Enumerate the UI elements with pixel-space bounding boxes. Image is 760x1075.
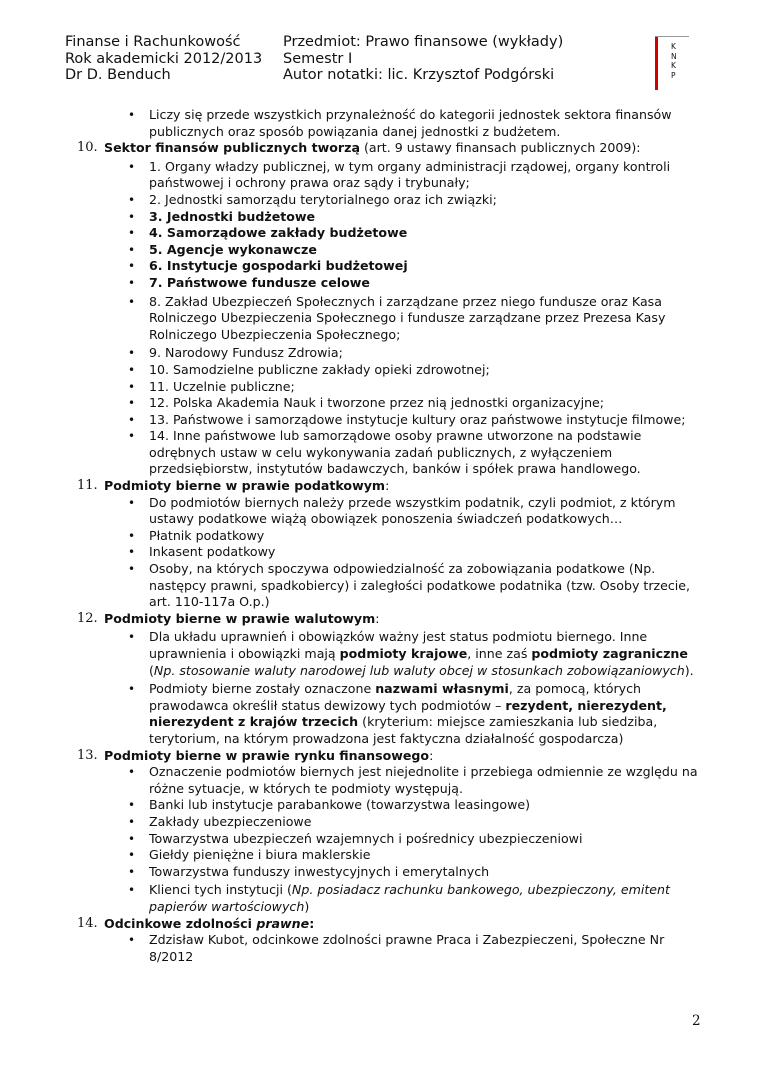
list-item-text: 6. Instytucje gospodarki budżetowej <box>149 258 408 274</box>
list-item <box>0 864 760 881</box>
bullet-icon: • <box>128 864 136 879</box>
bullet-icon: • <box>128 396 136 411</box>
list-item <box>0 847 760 864</box>
text-run-bold: podmioty zagraniczne <box>531 646 688 661</box>
header-subject: Przedmiot: Prawo finansowe (wykłady) <box>283 34 564 50</box>
bullet-icon: • <box>128 630 136 645</box>
bullet-icon: • <box>128 831 136 846</box>
header-faculty: Finanse i Rachunkowość <box>65 34 241 50</box>
intro-text: Liczy się przede wszystkich przynależność do kategorii jednostek sektora finansów publicznych oraz sposób powiązania danej jednostki z budżetem. <box>149 107 672 139</box>
bullet-icon: • <box>128 495 136 510</box>
knkp-logo <box>655 36 689 90</box>
section-suffix: (art. 9 ustawy finansach publicznych 2009): <box>359 140 641 156</box>
section-number: 13. <box>77 747 98 763</box>
bullet-icon: • <box>128 682 136 697</box>
section-heading-11 <box>0 478 760 495</box>
list-item <box>0 882 760 915</box>
text-run: Dla układu uprawnień i obowiązków ważny jest status podmiotu biernego. Inne uprawnienia i obowiązki mają <box>149 629 648 661</box>
section-number: 14. <box>77 915 98 931</box>
bullet-icon: • <box>128 242 136 257</box>
text-run-bold: podmioty krajowe <box>339 646 468 661</box>
list-item <box>0 258 760 275</box>
list-item-text: Osoby, na których spoczywa odpowiedzialność za zobowiązania podatkowe (Np. następcy prawni, spadkobiercy) i zaległości podatkowe podatnika (tzw. Osoby trzecie, art. 110-117a O.p.) <box>149 561 691 610</box>
list-item <box>0 561 760 611</box>
list-item <box>0 242 760 259</box>
list-item <box>0 379 760 396</box>
list-item <box>0 345 760 362</box>
bullet-icon: • <box>128 209 136 224</box>
list-item <box>0 395 760 412</box>
section-suffix: : <box>429 747 434 763</box>
list-item-text: Towarzystwa ubezpieczeń wzajemnych i pośrednicy ubezpieczeniowi <box>149 830 583 846</box>
list-item-text: 9. Narodowy Fundusz Zdrowia; <box>149 345 343 361</box>
page-number: 2 <box>692 1013 701 1029</box>
list-item <box>0 764 760 797</box>
list-item <box>0 681 760 747</box>
text-run: ( <box>149 662 154 678</box>
bullet-icon: • <box>128 226 136 241</box>
header-middle <box>283 34 563 84</box>
logo-letter: N <box>671 51 677 61</box>
text-run: Klienci tych instytucji ( <box>149 882 292 898</box>
section-heading-12 <box>0 611 760 628</box>
list-item-text: Giełdy pieniężne i biura maklerskie <box>149 847 371 863</box>
logo-letter: P <box>671 70 676 80</box>
section-number: 12. <box>77 610 98 626</box>
list-item <box>0 362 760 379</box>
bullet-icon: • <box>128 294 136 309</box>
list-item-text: 7. Państwowe fundusze celowe <box>149 274 370 290</box>
bullet-icon: • <box>128 798 136 813</box>
section-title: Sektor finansów publicznych tworzą <box>104 140 360 156</box>
list-item-text: 8. Zakład Ubezpieczeń Społecznych i zarządzane przez niego fundusze oraz Kasa Rolniczego Ubezpieczenia Społecznego i fundusze zarządzane przez Prezesa Kasy Rolniczego Ubezpieczenia Społecznego; <box>149 293 666 342</box>
logo-red-bar <box>655 36 658 90</box>
bullet-icon: • <box>128 545 136 560</box>
list-item-text: Inkasent podatkowy <box>149 544 276 560</box>
section-number: 11. <box>77 478 98 494</box>
bullet-icon: • <box>128 429 136 444</box>
bullet-icon: • <box>128 346 136 361</box>
section-title: Podmioty bierne w prawie walutowym <box>104 610 376 626</box>
header-academic-year: Rok akademicki 2012/2013 <box>65 50 263 67</box>
list-item-text: 3. Jednostki budżetowe <box>149 208 316 224</box>
header-semester: Semestr I <box>283 50 353 67</box>
section-suffix: : <box>385 478 390 494</box>
list-item <box>0 159 760 192</box>
list-item <box>0 428 760 478</box>
logo-letters <box>671 42 677 80</box>
logo-top-line <box>655 36 689 37</box>
list-item-text: 4. Samorządowe zakłady budżetowe <box>149 225 408 241</box>
bullet-icon: • <box>128 362 136 377</box>
text-run: ) <box>304 898 310 914</box>
list-item-text: Do podmiotów biernych należy przede wszystkim podatnik, czyli podmiot, z którym ustawy podatkowe wiążą obowiązek ponoszenia świadczeń podatkowych… <box>149 494 676 527</box>
section-number: 10. <box>77 140 98 156</box>
document-body <box>0 107 760 965</box>
text-run-bold: nazwami własnymi <box>375 681 509 697</box>
list-item <box>0 932 760 965</box>
list-item-text: 12. Polska Akademia Nauk i tworzone przez nią jednostki organizacyjne; <box>149 395 605 411</box>
list-item <box>0 629 760 679</box>
list-item <box>0 797 760 814</box>
list-item <box>0 275 760 292</box>
bullet-icon: • <box>128 848 136 863</box>
text-run: Podmioty bierne zostały oznaczone <box>149 681 376 697</box>
bullet-icon: • <box>128 275 136 290</box>
list-item <box>0 225 760 242</box>
logo-letter: K <box>671 61 676 70</box>
list-item <box>0 192 760 209</box>
list-item-text: 11. Uczelnie publiczne; <box>149 378 295 394</box>
text-run: , za pomocą, których prawodawca określił status dewizowy tych podmiotów – <box>149 681 642 713</box>
bullet-icon: • <box>128 379 136 394</box>
list-item-text: Oznaczenie podmiotów biernych jest niejednolite i przebiega odmiennie ze względu na różne sytuacje, w których te podmioty występują. <box>149 764 698 796</box>
list-item-text: Towarzystwa funduszy inwestycyjnych i emerytalnych <box>149 863 490 879</box>
section-title: Podmioty bierne w prawie podatkowym <box>104 478 386 494</box>
bullet-icon: • <box>128 192 136 207</box>
section-suffix: : <box>375 610 380 626</box>
header-author: Autor notatki: lic. Krzysztof Podgórski <box>283 67 555 84</box>
bullet-icon: • <box>128 765 136 780</box>
list-item-text: Zdzisław Kubot, odcinkowe zdolności prawne Praca i Zabezpieczeni, Społeczne Nr 8/2012 <box>149 932 665 964</box>
bullet-icon: • <box>128 562 136 577</box>
text-run: , inne zaś <box>467 646 532 661</box>
list-item <box>0 528 760 545</box>
header-left <box>65 34 262 84</box>
list-item <box>0 294 760 344</box>
list-item-text: 1. Organy władzy publicznej, w tym organy administracji rządowej, organy kontroli państwowej i ochrony prawa oraz sądy i trybunały; <box>149 158 671 191</box>
section-title: Podmioty bierne w prawie rynku finansowego <box>104 747 430 763</box>
list-item <box>0 107 760 140</box>
bullet-icon: • <box>128 883 136 898</box>
list-item-text: 2. Jednostki samorządu terytorialnego oraz ich związki; <box>149 191 497 207</box>
list-item-text: 14. Inne państwowe lub samorządowe osoby prawne utworzone na podstawie odrębnych ustaw w celu wykonywania zadań publicznych, z wyłączeniem przedsiębiorstw, instytutów badawczych, banków i spółek prawa handlowego. <box>149 428 642 477</box>
list-item-text: Banki lub instytucje parabankowe (towarzystwa leasingowe) <box>149 797 531 813</box>
section-title-italic: prawne <box>256 915 310 931</box>
list-item <box>0 544 760 561</box>
text-run-italic: Np. stosowanie waluty narodowej lub waluty obcej w stosunkach zobowiązaniowych <box>153 662 685 678</box>
bullet-icon: • <box>128 159 136 174</box>
list-item-text: 5. Agencje wykonawcze <box>149 241 317 257</box>
list-item-text: 10. Samodzielne publiczne zakłady opieki zdrowotnej; <box>149 361 490 377</box>
section-heading-14 <box>0 916 760 933</box>
list-item <box>0 831 760 848</box>
list-item <box>0 209 760 226</box>
section-heading-13 <box>0 748 760 765</box>
bullet-icon: • <box>128 933 136 948</box>
section-title: Odcinkowe zdolności <box>104 915 257 931</box>
text-run: (kryterium: miejsce zamieszkania lub siedziba, terytorium, na którym prowadzona jest faktyczna działalność gospodarcza) <box>149 714 658 746</box>
text-run-bold: rezydent, nierezydent, nierezydent z krajów trzecich <box>149 697 667 730</box>
bullet-icon: • <box>128 814 136 829</box>
list-item-text: 13. Państwowe i samorządowe instytucje kultury oraz państwowe instytucje filmowe; <box>149 411 686 427</box>
section-heading-10 <box>0 140 760 157</box>
list-item-text: Zakłady ubezpieczeniowe <box>149 813 312 829</box>
bullet-icon: • <box>128 108 136 122</box>
header-lecturer: Dr D. Benduch <box>65 67 171 84</box>
logo-letter: K <box>671 42 676 51</box>
list-item-text: Płatnik podatkowy <box>149 527 265 543</box>
text-run-italic: Np. posiadacz rachunku bankowego, ubezpieczony, emitent papierów wartościowych <box>149 882 670 914</box>
section-suffix: : <box>309 915 315 931</box>
bullet-icon: • <box>128 412 136 427</box>
text-run: ). <box>684 662 694 678</box>
list-item <box>0 495 760 528</box>
bullet-icon: • <box>128 259 136 274</box>
list-item <box>0 814 760 831</box>
list-item <box>0 412 760 429</box>
bullet-icon: • <box>128 528 136 543</box>
